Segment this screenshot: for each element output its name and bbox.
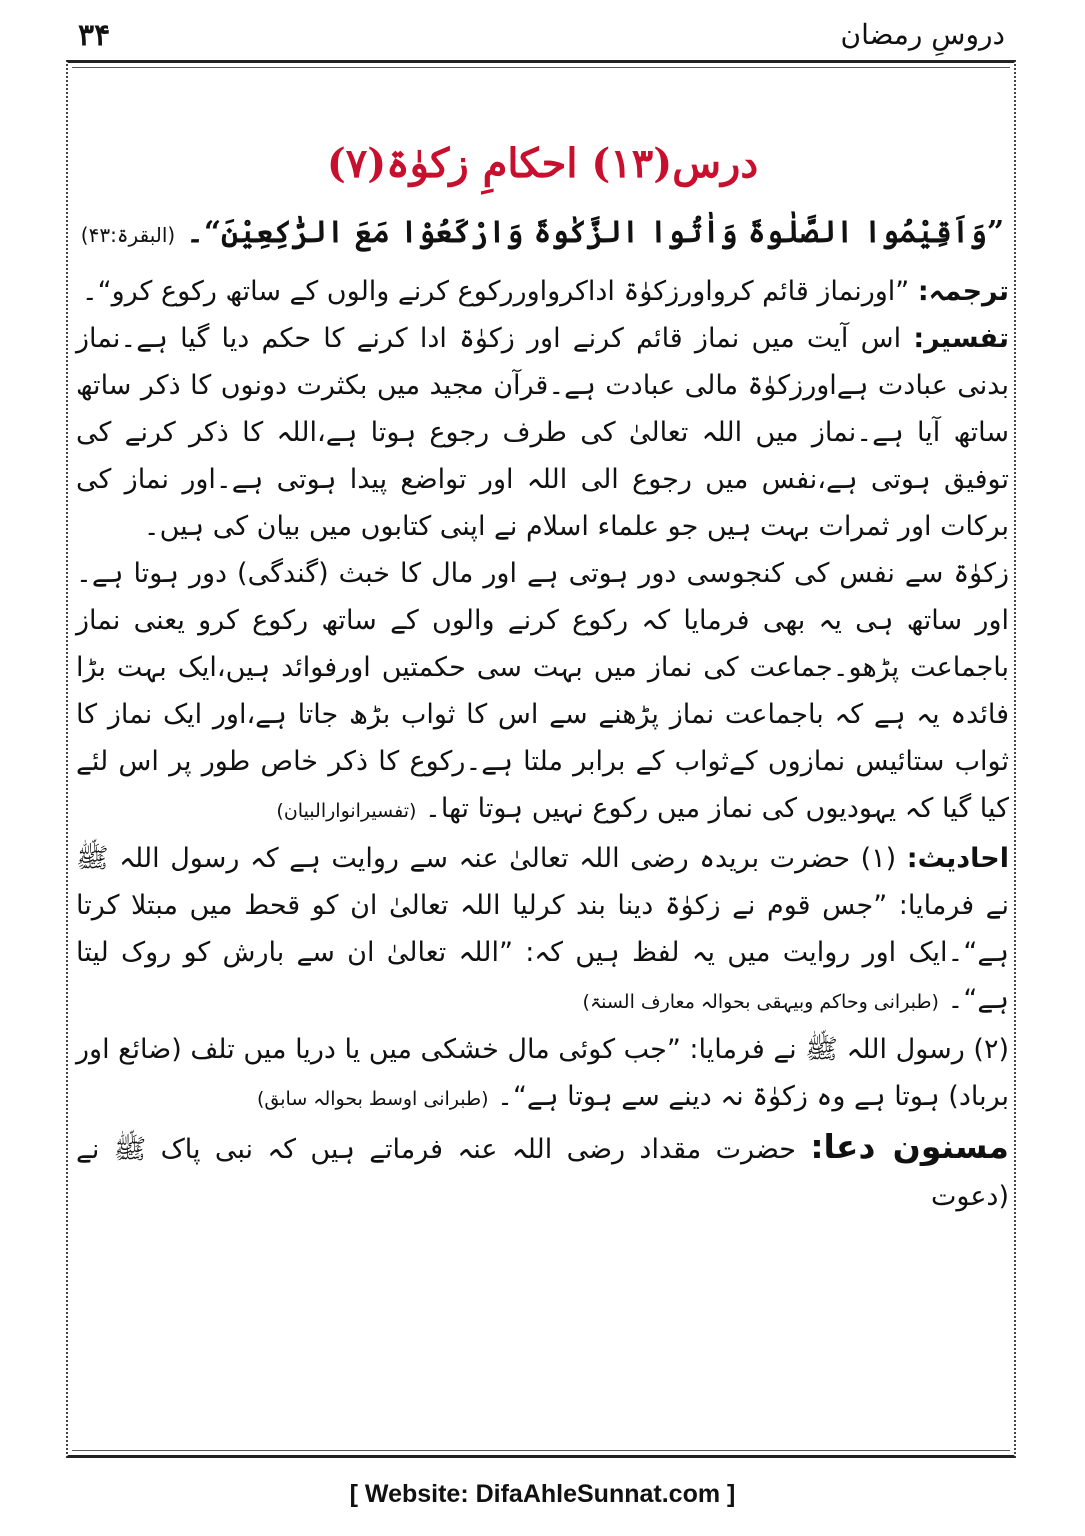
tafsir-paragraph [76,315,1009,550]
translation-paragraph [76,268,1009,315]
running-head: دروسِ رمضان [840,18,1005,51]
hadith2-citation: (طبرانی اوسط بحوالہ سابق) [257,1088,489,1110]
zakat-paragraph [76,550,1009,835]
page-body [76,140,1009,1220]
page-number: ۳۴ [78,18,111,53]
tafsir-text: اس آیت میں نماز قائم کرنے اور زکوٰۃ ادا کرنے کا حکم دیا گیا ہے۔نماز بدنی عبادت ہےاورزکوٰۃ مالی عبادت ہے۔قرآن مجید میں بکثرت دونوں کا ذکر ساتھ ساتھ آیا ہے۔نماز میں اللہ تعالیٰ کی طرف رجوع ہوتا ہے،اللہ کا ذکر کرنے کی توفیق ہوتی ہے،نفس میں رجوع الی اللہ اور تواضع پیدا ہوتی ہے۔اور نماز کی برکات اور ثمرات بہت ہیں جو علماء اسلام نے اپنی کتابوں میں بیان کی ہیں۔ [76,323,1009,542]
dua-label: مسنون دعا: [810,1127,1009,1166]
hadith2-paragraph [76,1026,1009,1123]
website-footer: [ Website: DifaAhleSunnat.com ] [349,1480,736,1508]
quran-verse: ”وَاَقِيْمُوا الصَّلٰوةَ وَاٰتُوا الزَّكٰوةَ وَارْكَعُوْا مَعَ الرّٰكِعِيْنَ“۔ [186,215,1005,250]
ahadith-label: احادیث: [906,843,1009,874]
ahadith-text: (۱) حضرت بریدہ رضی اللہ تعالیٰ عنہ سے روایت ہے کہ رسول اللہ ﷺ نے فرمایا: ”جس قوم نے زکوٰۃ دینا بند کرلیا اللہ تعالیٰ ان کو قحط میں مبتلا کرتا ہے“۔ایک اور روایت میں یہ لفظ ہیں کہ: ”اللہ تعالیٰ ان سے بارش کو روک لیتا ہے“۔ [76,843,1009,1015]
verse-row [76,215,1009,250]
ahadith-citation: (طبرانی وحاکم وبیہقی بحوالہ معارف السنۃ) [582,991,939,1013]
ahadith-paragraph [76,835,1009,1026]
dua-text: حضرت مقداد رضی اللہ عنہ فرماتے ہیں کہ نبی پاک ﷺ نے (دعوت [76,1134,1009,1212]
zakat-text: زکوٰۃ سے نفس کی کنجوسی دور ہوتی ہے اور مال کا خبث (گندگی) دور ہوتا ہے۔اور ساتھ ہی یہ بھی فرمایا کہ رکوع کرنے والوں کے ساتھ رکوع کرو یعنی نماز باجماعت پڑھو۔جماعت کی نماز میں بہت سی حکمتیں اورفوائد ہیں،ایک بہت بڑا فائدہ یہ ہے کہ باجماعت نماز پڑھنے سے اس کا ثواب بڑھ جاتا ہے،اور ایک نماز کا ثواب ستائیس نمازوں کےثواب کے برابر ملتا ہے۔رکوع کا ذکر خاص طور پر اس لئے کیا گیا کہ یہودیوں کی نماز میں رکوع نہیں ہوتا تھا۔ [76,558,1009,824]
zakat-citation: (تفسیرانوارالبیان) [276,800,417,822]
translation-text: ”اورنماز قائم کرواورزکوٰۃ اداکرواوررکوع کرنے والوں کے ساتھ رکوع کرو“۔ [81,276,910,307]
dua-paragraph [76,1123,1009,1220]
lesson-title: درس(۱۳) احکامِ زکوٰۃ(۷) [326,140,759,187]
hadith2-text: (۲) رسول اللہ ﷺ نے فرمایا: ”جب کوئی مال خشکی میں یا دریا میں تلف (ضائع اور برباد) ہوتا ہے وہ زکوٰۃ نہ دینے سے ہوتا ہے“۔ [76,1034,1009,1112]
translation-label: ترجمہ: [917,276,1009,307]
verse-reference: (البقرۃ:۴۳) [80,223,176,247]
tafsir-label: تفسیر: [913,323,1009,354]
